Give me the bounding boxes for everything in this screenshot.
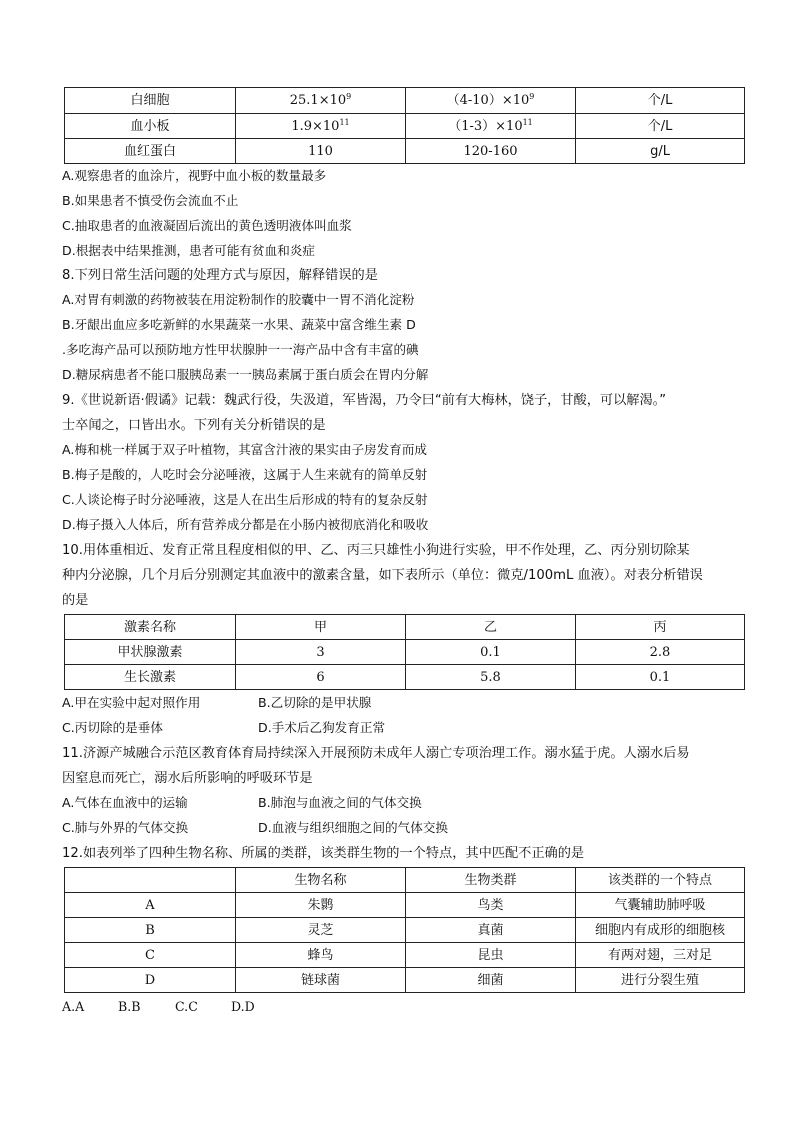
table-cell: 6	[236, 665, 406, 690]
table-row	[65, 893, 745, 918]
q12-answer-d: D.D	[231, 999, 255, 1014]
table-cell: 进行分裂生殖	[576, 968, 745, 993]
blood-reference-cell: $(1-3)\times 10^{11}$	[406, 114, 576, 139]
table-header-row	[65, 615, 745, 640]
table-cell: B	[65, 918, 236, 943]
blood-item-cell: 白细胞	[65, 88, 236, 114]
table-cell: 链球菌	[236, 968, 406, 993]
table-cell: 鸟类	[406, 893, 576, 918]
q9-option-c: C.人谈论梅子时分泌唾液，这是人在出生后形成的特有的复杂反射	[62, 492, 428, 507]
q11-option-b: B.肺泡与血液之间的气体交换	[258, 795, 422, 810]
column-header: 甲	[236, 615, 406, 640]
q9-option-d: D.梅子摄入人体后，所有营养成分都是在小肠内被彻底消化和吸收	[62, 517, 429, 532]
q12-answer-b: B.B	[118, 999, 141, 1014]
q7-option-b: B.如果患者不慎受伤会流血不止	[62, 193, 239, 208]
table-cell: 0.1	[576, 665, 745, 690]
table-header-row	[65, 868, 745, 893]
q7-option-a: A.观察患者的血涂片，视野中血小板的数量最多	[62, 168, 327, 183]
q8-option-b: B.牙龈出血应多吃新鲜的水果蔬菜一水果、蔬菜中富含维生素 D	[62, 317, 416, 332]
table-cell: 灵芝	[236, 918, 406, 943]
q9-option-b: B.梅子是酸的，人吃时会分泌唾液，这属于人生来就有的简单反射	[62, 467, 428, 482]
q9-stem-line-1: 9.《世说新语·假谲》记载：魏武行役，失汲道，军皆渴，乃令曰“前有大梅林，饶子，甘酸，可以解渴。”	[62, 393, 667, 408]
table-cell: 0.1	[406, 640, 576, 665]
q10-stem-line-3: 的是	[62, 593, 89, 608]
q11-option-a: A.气体在血液中的运输	[62, 795, 188, 810]
column-header: 该类群的一个特点	[576, 868, 745, 893]
q12-stem: 12.如表列举了四种生物名称、所属的类群，该类群生物的一个特点，其中匹配不正确的是	[62, 846, 585, 861]
column-header: 生物类群	[406, 868, 576, 893]
q11-stem-line-1: 11.济源产城融合示范区教育体育局持续深入开展预防未成年人溺亡专项治理工作。溺水猛于虎。人溺水后易	[62, 746, 690, 761]
table-row	[65, 640, 745, 665]
q8-stem: 8.下列日常生活问题的处理方式与原因，解释错误的是	[62, 268, 378, 283]
table-cell: 甲状腺激素	[65, 640, 236, 665]
table-row	[65, 665, 745, 690]
q11-stem-line-2: 因窒息而死亡，溺水后所影响的呼吸环节是	[62, 771, 313, 786]
q8-option-c: .多吃海产品可以预防地方性甲状腺肿一一海产品中含有丰富的碘	[62, 342, 419, 357]
table-cell: 细菌	[406, 968, 576, 993]
table-row	[65, 88, 745, 114]
table-cell: A	[65, 893, 236, 918]
blood-unit-cell: g/L	[576, 139, 745, 164]
column-header: 生物名称	[236, 868, 406, 893]
q8-option-a: A.对胃有刺激的药物被装在用淀粉制作的胶囊中一胃不消化淀粉	[62, 292, 415, 307]
q10-stem-line-1: 10.用体重相近、发育正常且程度相似的甲、乙、丙三只雄性小狗进行实验，甲不作处理，乙、丙分别切除某	[62, 543, 690, 558]
blood-unit-cell: 个/L	[576, 114, 745, 139]
q10-option-c: C.丙切除的是垂体	[62, 720, 163, 735]
blood-item-cell: 血小板	[65, 114, 236, 139]
q10-stem-line-2: 种内分泌腺，几个月后分别测定其血液中的激素含量，如下表所示（单位：微克/100mL 血液）。对表分析错误	[62, 568, 703, 583]
table-cell: D	[65, 968, 236, 993]
q9-stem-line-2: 士卒闻之，口皆出水。下列有关分析错误的是	[62, 418, 326, 433]
q10-option-a: A.甲在实验中起对照作用	[62, 695, 201, 710]
hormone-table	[64, 614, 745, 690]
blood-item-cell: 血红蛋白	[65, 139, 236, 164]
table-cell: 生长激素	[65, 665, 236, 690]
table-cell: 真菌	[406, 918, 576, 943]
table-row	[65, 918, 745, 943]
organism-table	[64, 867, 745, 993]
q7-option-d: D.根据表中结果推测，患者可能有贫血和炎症	[62, 243, 315, 258]
blood-test-table	[64, 87, 745, 164]
q12-answer-c: C.C	[175, 999, 198, 1014]
table-row	[65, 139, 745, 164]
q11-option-d: D.血液与组织细胞之间的气体交换	[258, 820, 449, 835]
blood-result-cell: 110	[236, 139, 406, 164]
table-cell: 细胞内有成形的细胞核	[576, 918, 745, 943]
column-header: 激素名称	[65, 615, 236, 640]
table-cell: 朱鹮	[236, 893, 406, 918]
q7-option-c: C.抽取患者的血液凝固后流出的黄色透明液体叫血浆	[62, 218, 352, 233]
table-cell: 昆虫	[406, 943, 576, 968]
blood-reference-cell: $(4-10)\times 10^9$	[406, 88, 576, 114]
q10-option-b: B.乙切除的是甲状腺	[258, 695, 372, 710]
table-row	[65, 114, 745, 139]
q11-option-c: C.肺与外界的气体交换	[62, 820, 189, 835]
table-cell: 气囊辅助肺呼吸	[576, 893, 745, 918]
table-row	[65, 968, 745, 993]
column-header	[65, 868, 236, 893]
table-cell: C	[65, 943, 236, 968]
blood-result-cell: $1.9\times 10^{11}$	[236, 114, 406, 139]
table-row	[65, 943, 745, 968]
table-cell: 3	[236, 640, 406, 665]
table-cell: 2.8	[576, 640, 745, 665]
table-cell: 蜂鸟	[236, 943, 406, 968]
blood-unit-cell: 个/L	[576, 88, 745, 114]
blood-result-cell: $25.1\times 10^9$	[236, 88, 406, 114]
column-header: 丙	[576, 615, 745, 640]
column-header: 乙	[406, 615, 576, 640]
table-cell: 5.8	[406, 665, 576, 690]
q12-answer-a: A.A	[62, 999, 85, 1014]
q9-option-a: A.梅和桃一样属于双子叶植物，其富含汁液的果实由子房发育而成	[62, 442, 428, 457]
table-cell: 有两对翅，三对足	[576, 943, 745, 968]
q8-option-d: D.糖尿病患者不能口服胰岛素一一胰岛素属于蛋白质会在胃内分解	[62, 367, 429, 382]
q10-option-d: D.手术后乙狗发育正常	[258, 720, 386, 735]
blood-reference-cell: 120-160	[406, 139, 576, 164]
